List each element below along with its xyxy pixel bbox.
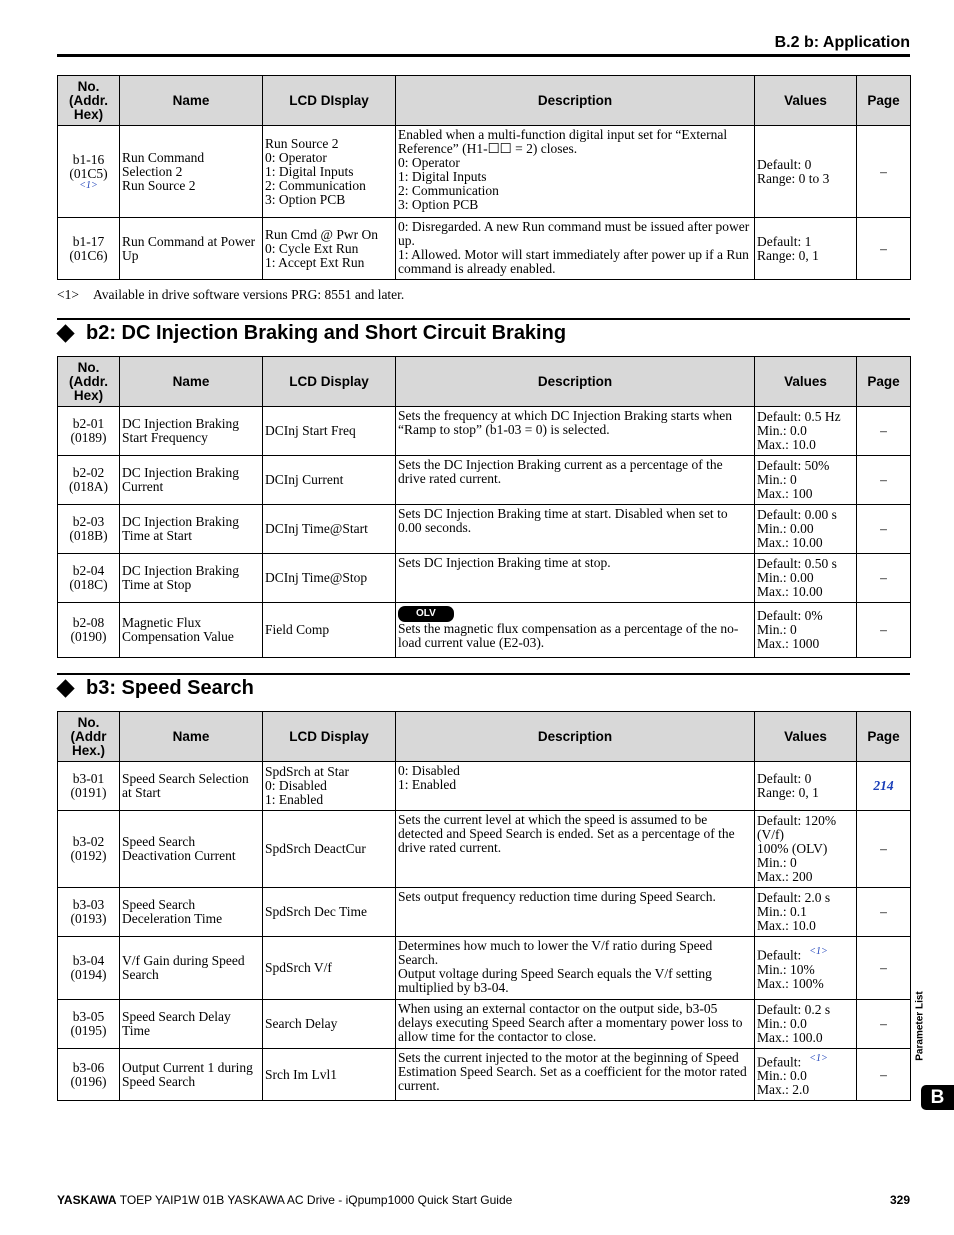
section-rule [57,318,910,320]
section-title: b2: DC Injection Braking and Short Circuit Braking [86,322,567,344]
values-default-label: Default: [757,947,802,963]
param-no: b2-08 (0190) [58,603,120,658]
diamond-bullet-icon [56,324,74,342]
param-no: b3-06 (0196) [58,1049,120,1101]
table-row [58,126,911,218]
param-values: Default: 0.50 s Min.: 0.00 Max.: 10.00 [755,554,857,603]
param-page: – [857,811,911,888]
param-lcd: Field Comp [263,603,396,658]
param-number: b1-16 (01C5) [69,151,108,181]
param-values: Default: 1 Range: 0, 1 [755,218,857,280]
param-no: b2-03 (018B) [58,505,120,554]
footnote-link[interactable]: <1> [809,946,828,958]
values-range: Min.: 0.0 Max.: 2.0 [757,1068,810,1098]
param-no: b3-05 (0195) [58,1000,120,1049]
header-values: Values [755,76,857,126]
param-values: Default: 120% (V/f) 100% (OLV) Min.: 0 Max.: 200 [755,811,857,888]
param-page: – [857,126,911,218]
param-page: – [857,888,911,937]
param-values: Default: 50% Min.: 0 Max.: 100 [755,456,857,505]
table-row [58,1000,911,1049]
values-range: Min.: 10% Max.: 100% [757,961,824,991]
diamond-bullet-icon [56,679,74,697]
param-description: Sets output frequency reduction time during Speed Search. [396,888,755,937]
param-no: b3-04 (0194) [58,937,120,1000]
table-row [58,456,911,505]
b3-parameter-table [57,711,911,1101]
header-name: Name [120,712,263,762]
param-description: 0: Disabled 1: Enabled [396,762,755,811]
appendix-tab: B [921,1085,954,1110]
olv-badge: OLV [398,606,454,622]
page-link[interactable]: 214 [873,778,894,793]
param-name: DC Injection Braking Start Frequency [120,407,263,456]
param-lcd: Run Cmd @ Pwr On 0: Cycle Ext Run 1: Accept Ext Run [263,218,396,280]
side-label-text: Parameter List [914,991,926,1061]
footnote-text: Available in drive software versions PRG: 8551 and later. [93,287,405,302]
table-header-row [58,712,911,762]
param-name: Run Command at Power Up [120,218,263,280]
param-description: Sets the current level at which the speed is assumed to be detected and Speed Search is ended. Set as a percentage of the drive rated current. [396,811,755,888]
param-page [857,762,911,811]
param-lcd: SpdSrch DeactCur [263,811,396,888]
param-description: When using an external contactor on the output side, b3-05 delays executing Speed Search after a momentary power loss to allow time for the contactor to close. [396,1000,755,1049]
footnote-link[interactable]: <1> [79,179,98,191]
param-page: – [857,603,911,658]
param-values: Default: 0% Min.: 0 Max.: 1000 [755,603,857,658]
table-row [58,554,911,603]
param-description: Sets the frequency at which DC Injection Braking starts when “Ramp to stop” (b1-03 = 0) is selected. [396,407,755,456]
header-page: Page [857,76,911,126]
table-row [58,603,911,658]
param-values: Default: 0.2 s Min.: 0.0 Max.: 100.0 [755,1000,857,1049]
header-no: No. (Addr. Hex) [58,357,120,407]
param-values: Default: 0.00 s Min.: 0.00 Max.: 10.00 [755,505,857,554]
table-row [58,407,911,456]
param-lcd: DCInj Time@Stop [263,554,396,603]
section-title: b3: Speed Search [86,677,254,699]
param-name: Speed Search Deceleration Time [120,888,263,937]
param-page: – [857,218,911,280]
param-name: Magnetic Flux Compensation Value [120,603,263,658]
param-lcd: Srch Im Lvl1 [263,1049,396,1101]
header-lcd: LCD DIsplay [263,76,396,126]
table-row [58,1049,911,1101]
table-header-row [58,76,911,126]
header-no: No. (Addr. Hex) [58,76,120,126]
table-header-row [58,357,911,407]
section-rule [57,673,910,675]
param-description [396,603,755,658]
header-name: Name [120,357,263,407]
header-lcd: LCD Display [263,712,396,762]
param-values: Default: 2.0 s Min.: 0.1 Max.: 10.0 [755,888,857,937]
header-description: Description [396,76,755,126]
header-description: Description [396,712,755,762]
section-heading-b3 [57,677,254,700]
param-description: 0: Disregarded. A new Run command must be issued after power up. 1: Allowed. Motor will start immediately after power up if a Run command is already enabled. [396,218,755,280]
values-default-label: Default: [757,1054,802,1070]
param-description: Sets the DC Injection Braking current as a percentage of the drive rated current. [396,456,755,505]
header-lcd: LCD Display [263,357,396,407]
param-description-text: Sets the magnetic flux compensation as a percentage of the no-load current value (E2-03). [398,621,739,650]
table-row [58,762,911,811]
footer-doc-title: TOEP YAIP1W 01B YASKAWA AC Drive - iQpump1000 Quick Start Guide [119,1193,513,1207]
page-footer [57,1193,910,1207]
param-page: – [857,505,911,554]
param-lcd: DCInj Start Freq [263,407,396,456]
b2-parameter-table [57,356,911,658]
param-page: – [857,1049,911,1101]
param-description: Sets DC Injection Braking time at start. Disabled when set to 0.00 seconds. [396,505,755,554]
footer-left [57,1193,512,1207]
param-no: b2-01 (0189) [58,407,120,456]
param-name: Speed Search Deactivation Current [120,811,263,888]
header-page: Page [857,357,911,407]
header-rule [57,54,910,57]
table-row [58,218,911,280]
param-name: DC Injection Braking Current [120,456,263,505]
param-no: b2-04 (018C) [58,554,120,603]
param-values [755,1049,857,1101]
param-name: V/f Gain during Speed Search [120,937,263,1000]
table-row [58,937,911,1000]
footer-brand: YASKAWA [57,1193,117,1207]
param-lcd: Search Delay [263,1000,396,1049]
header-values: Values [755,712,857,762]
b1-parameter-table [57,75,911,280]
footnote [57,287,404,303]
header-values: Values [755,357,857,407]
param-description: Sets DC Injection Braking time at stop. [396,554,755,603]
param-values: Default: 0.5 Hz Min.: 0.0 Max.: 10.0 [755,407,857,456]
param-page: – [857,1000,911,1049]
header-no: No. (Addr Hex.) [58,712,120,762]
param-lcd: SpdSrch V/f [263,937,396,1000]
param-no: b2-02 (018A) [58,456,120,505]
param-lcd: Run Source 2 0: Operator 1: Digital Inputs 2: Communication 3: Option PCB [263,126,396,218]
table-row [58,505,911,554]
param-lcd: DCInj Current [263,456,396,505]
param-description: Enabled when a multi-function digital input set for “External Reference” (H1-☐☐ = 2) closes. 0: Operator 1: Digital Inputs 2: Communication 3: Option PCB [396,126,755,218]
param-no: b1-17 (01C6) [58,218,120,280]
header-description: Description [396,357,755,407]
header-page: Page [857,712,911,762]
param-page: – [857,554,911,603]
param-values: Default: 0 Range: 0 to 3 [755,126,857,218]
param-name: Run Command Selection 2 Run Source 2 [120,126,263,218]
param-page: – [857,456,911,505]
param-lcd: SpdSrch Dec Time [263,888,396,937]
table-row [58,888,911,937]
param-no: b3-01 (0191) [58,762,120,811]
param-lcd: SpdSrch at Star 0: Disabled 1: Enabled [263,762,396,811]
param-no: b3-02 (0192) [58,811,120,888]
param-name: Output Current 1 during Speed Search [120,1049,263,1101]
param-name: Speed Search Selection at Start [120,762,263,811]
param-name: DC Injection Braking Time at Stop [120,554,263,603]
param-values: Default: 0 Range: 0, 1 [755,762,857,811]
param-lcd: DCInj Time@Start [263,505,396,554]
param-description: Determines how much to lower the V/f ratio during Speed Search. Output voltage during Speed Search equals the V/f setting multiplied by b3-04. [396,937,755,1000]
page-number: 329 [889,1193,910,1207]
footnote-mark: <1> [57,287,79,302]
param-no [58,126,120,218]
param-values [755,937,857,1000]
header-name: Name [120,76,263,126]
side-section-label [914,991,936,1061]
param-description: Sets the current injected to the motor at the beginning of Speed Estimation Speed Search. Set as a coefficient for the motor rated current. [396,1049,755,1101]
table-row [58,811,911,888]
param-page: – [857,407,911,456]
param-name: Speed Search Delay Time [120,1000,263,1049]
param-name: DC Injection Braking Time at Start [120,505,263,554]
section-heading-b2 [57,322,566,345]
param-no: b3-03 (0193) [58,888,120,937]
param-page: – [857,937,911,1000]
footnote-link[interactable]: <1> [809,1052,828,1064]
section-header: B.2 b: Application [774,34,910,51]
